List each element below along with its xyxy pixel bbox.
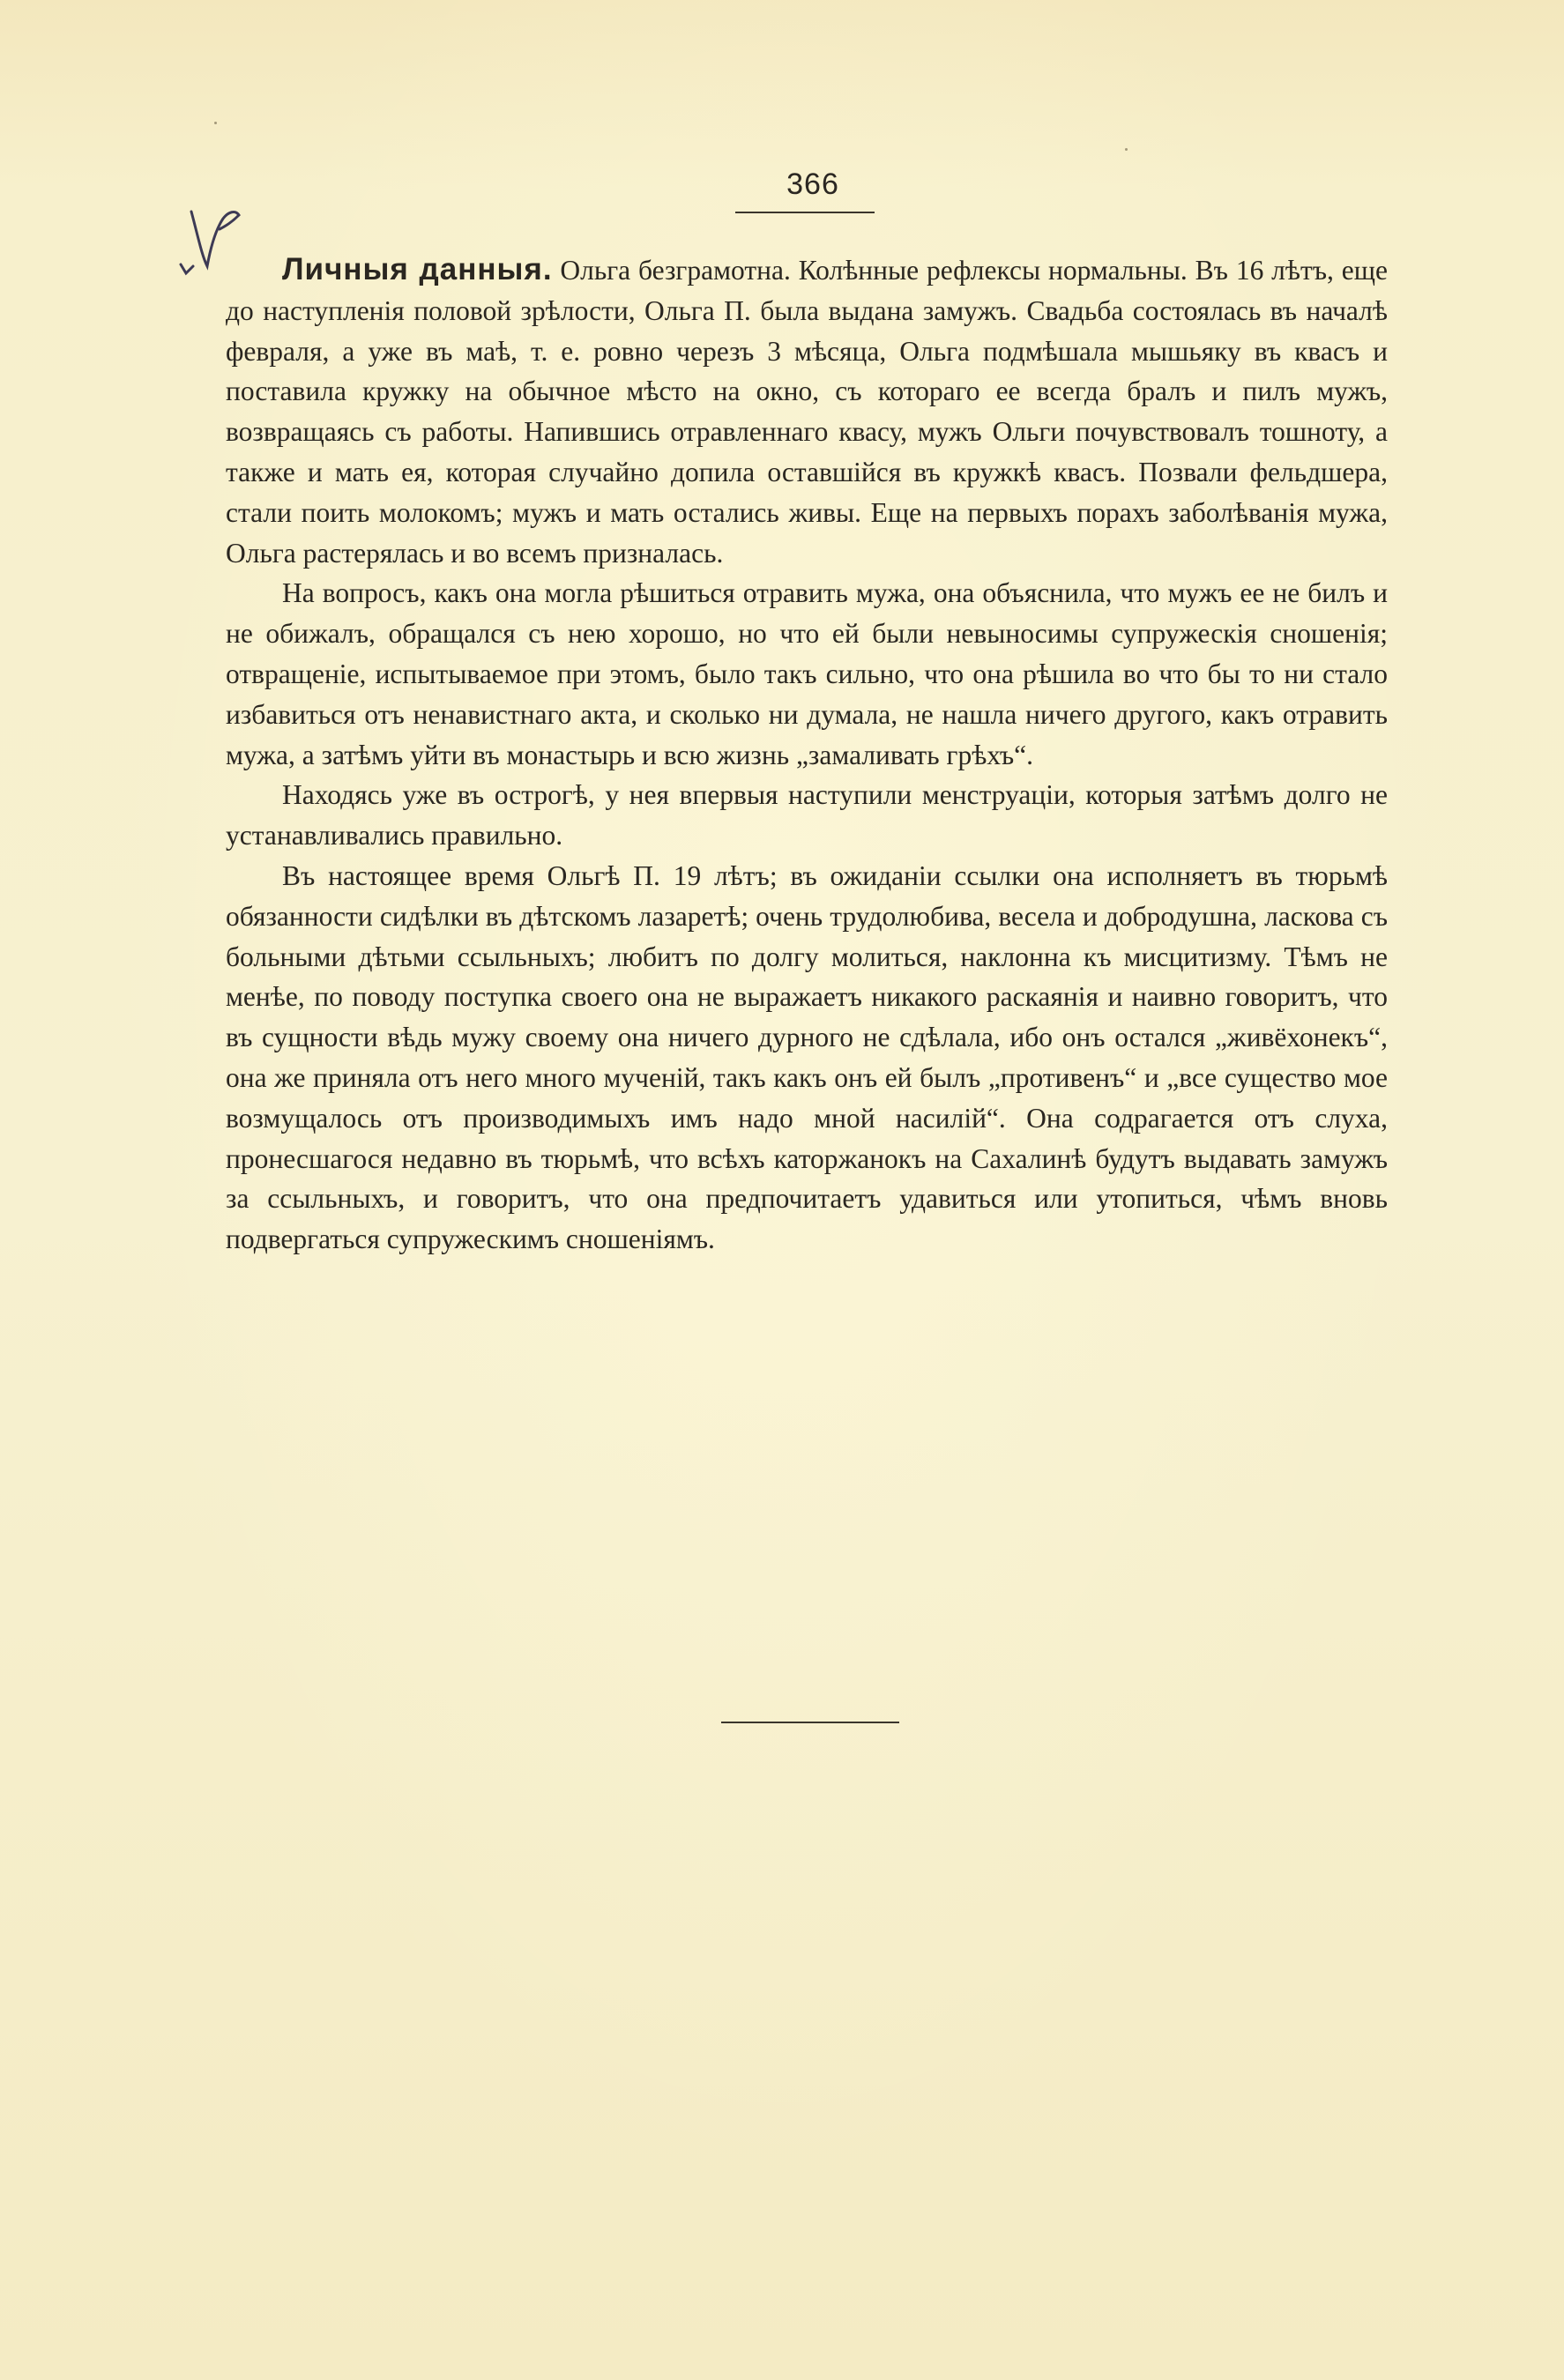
end-rule [721,1722,899,1723]
paper-speck [214,122,217,124]
paper-speck [1125,148,1128,151]
paragraph-3: Находясь уже въ острогѣ, у нея впервыя наступили менструаціи, которыя затѣмъ долго не устанавливались правильно. [226,779,1388,852]
body-text [226,249,1388,1260]
paragraph-1-text: Ольга безграмотна. Колѣнные рефлексы нормальны. Въ 16 лѣтъ, еще до наступленія половой зрѣлости, Ольга П. была выдана замужъ. Свадьба состоялась въ началѣ февраля, а уже въ маѣ, т. е. ровно черезъ 3 мѣсяца, Ольга подмѣшала мышьяку въ квасъ и поставила кружку на обычное мѣсто на окно, съ котораго ее всегда бралъ и пилъ мужъ, возвращаясь съ работы. Напившись отравленнаго квасу, мужъ Ольги почувствовалъ тошноту, а также и мать ея, которая случайно допила оставшійся въ кружкѣ квасъ. Позвали фельдшера, стали поить молокомъ; мужъ и мать остались живы. Еще на первыхъ порахъ заболѣванія мужа, Ольга растерялась и во всемъ призналась. [226,255,1388,569]
page-number-rule [735,212,875,213]
section-heading: Личныя данныя. [282,252,553,286]
paragraph-4: Въ настоящее время Ольгѣ П. 19 лѣтъ; въ ожиданіи ссылки она исполняетъ въ тюрьмѣ обязанности сидѣлки въ дѣтскомъ лазаретѣ; очень трудолюбива, весела и добродушна, ласкова съ больными дѣтьми ссыльныхъ; любитъ по долгу молиться, наклонна къ мисцитизму. Тѣмъ не менѣе, по поводу поступка своего она не выражаетъ никакого раскаянія и наивно говоритъ, что въ сущности вѣдь мужу своему она ничего дурного не сдѣлала, ибо онъ остался „живёхонекъ“, она же приняла отъ него много мученій, такъ какъ онъ ей былъ „противенъ“ и „все существо мое возмущалось отъ производимыхъ имъ надо мной насилій“. Она содрагается отъ слуха, пронесшагося недавно въ тюрьмѣ, что всѣхъ каторжанокъ на Сахалинѣ будутъ выдавать замужъ за ссыльныхъ, и говоритъ, что она предпочитаетъ удавиться или утопиться, чѣмъ вновь подвергаться супружескимъ сношеніямъ. [226,859,1388,1255]
paragraph-1 [226,249,1388,573]
page-number: 366 [786,167,839,201]
paragraph-2: На вопросъ, какъ она могла рѣшиться отравить мужа, она объяснила, что мужъ ее не билъ и не обижалъ, обращался съ нею хорошо, но что ей были невыносимы супружескія сношенія; отвращеніе, испытываемое при этомъ, было такъ сильно, что она рѣшила во что бы то ни стало избавиться отъ ненавистнаго акта, и сколько ни думала, не нашла ничего другого, какъ отравить мужа, а затѣмъ уйти въ монастырь и всю жизнь „замаливать грѣхъ“. [226,577,1388,770]
